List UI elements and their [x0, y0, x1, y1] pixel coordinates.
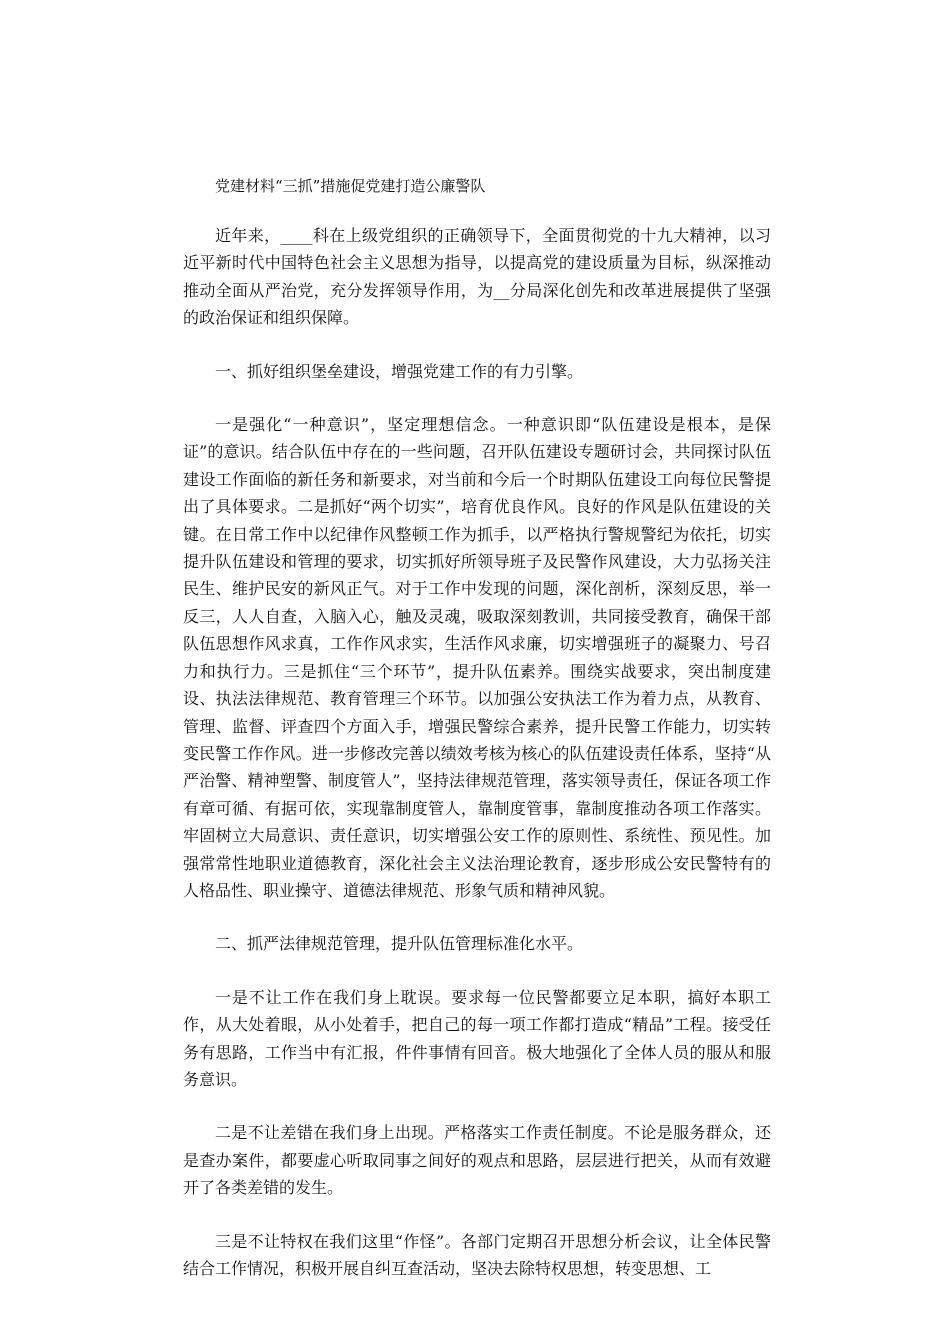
- section-1-body: 一是强化“一种意识”，坚定理想信念。一种意识即“队伍建设是根本，是保证”的意识。结合队伍中存在的一些问题，召开队伍建设专题研讨会，共同探讨队伍建设工作面临的新任务和新要求，对当前和今后一个时期队伍建设工向每位民警提出了具体要求。二是抓好“两个切实”，培育优良作风。良好的作风是队伍建设的关键。在日常工作中以纪律作风整顿工作为抓手，以严格执行警规警纪为依托，切实提升队伍建设和管理的要求，切实抓好所领导班子及民警作风建设，大力弘扬关注民生、维护民安的新风正气。对于工作中发现的问题，深化剖析，深刻反思，举一反三，人人自查，入脑入心，触及灵魂，吸取深刻教训，共同接受教育，确保干部队伍思想作风求真，工作作风求实，生活作风求廉，切实增强班子的凝聚力、号召力和执行力。三是抓住“三个环节”，提升队伍素养。围绕实战要求，突出制度建设、执法法律规范、教育管理三个环节。以加强公安执法工作为着力点，从教育、管理、监督、评查四个方面入手，增强民警综合素养，提升民警工作能力，切实转变民警工作作风。进一步修改完善以绩效考核为核心的队伍建设责任体系，坚持“从严治警、精神塑警、制度管人”，坚持法律规范管理，落实领导责任，保证各项工作有章可循、有据可依，实现靠制度管人，靠制度管事，靠制度推动各项工作落实。牢固树立大局意识、责任意识，切实增强公安工作的原则性、系统性、预见性。加强常常性地职业道德教育，深化社会主义法治理论教育，逐步形成公安民警特有的人格品性、职业操守、道德法律规范、形象气质和精神风貌。: [183, 415, 771, 900]
- section-2-paragraph-1: 一是不让工作在我们身上耽误。要求每一位民警都要立足本职，搞好本职工作，从大处着眼，从小处着手，把自己的每一项工作都打造成“精品”工程。接受任务有思路，工作当中有汇报，件件事情有回音。极大地强化了全体人员的服从和服务意识。: [183, 987, 771, 1089]
- document-page: [183, 172, 771, 1308]
- section-2-paragraph-3: 三是不让特权在我们这里“作怪”。各部门定期召开思想分析会议，让全体民警结合工作情况，积极开展自纠互查活动，坚决去除特权思想，转变思想、工: [183, 1231, 771, 1278]
- section-1-heading: 一、抓好组织堡垒建设，增强党建工作的有力引擎。: [215, 361, 584, 381]
- section-2-paragraph-2: 二是不让差错在我们身上出现。严格落实工作责任制度。不论是服务群众，还是查办案件，都要虚心听取同事之间好的观点和思路，层层进行把关，从而有效避开了各类差错的发生。: [183, 1123, 771, 1198]
- intro-paragraph: 近年来，____科在上级党组织的正确领导下，全面贯彻党的十九大精神，以习近平新时代中国特色社会主义思想为指导，以提高党的建设质量为目标，纵深推动推动全面从严治党，充分发挥领导作用，为__分局深化创先和改革进展提供了坚强的政治保证和组织保障。: [183, 226, 771, 328]
- section-2-heading: 二、抓严法律规范管理，提升队伍管理标准化水平。: [215, 934, 584, 954]
- document-title: 党建材料“三抓”措施促党建打造公廉警队: [215, 177, 486, 195]
